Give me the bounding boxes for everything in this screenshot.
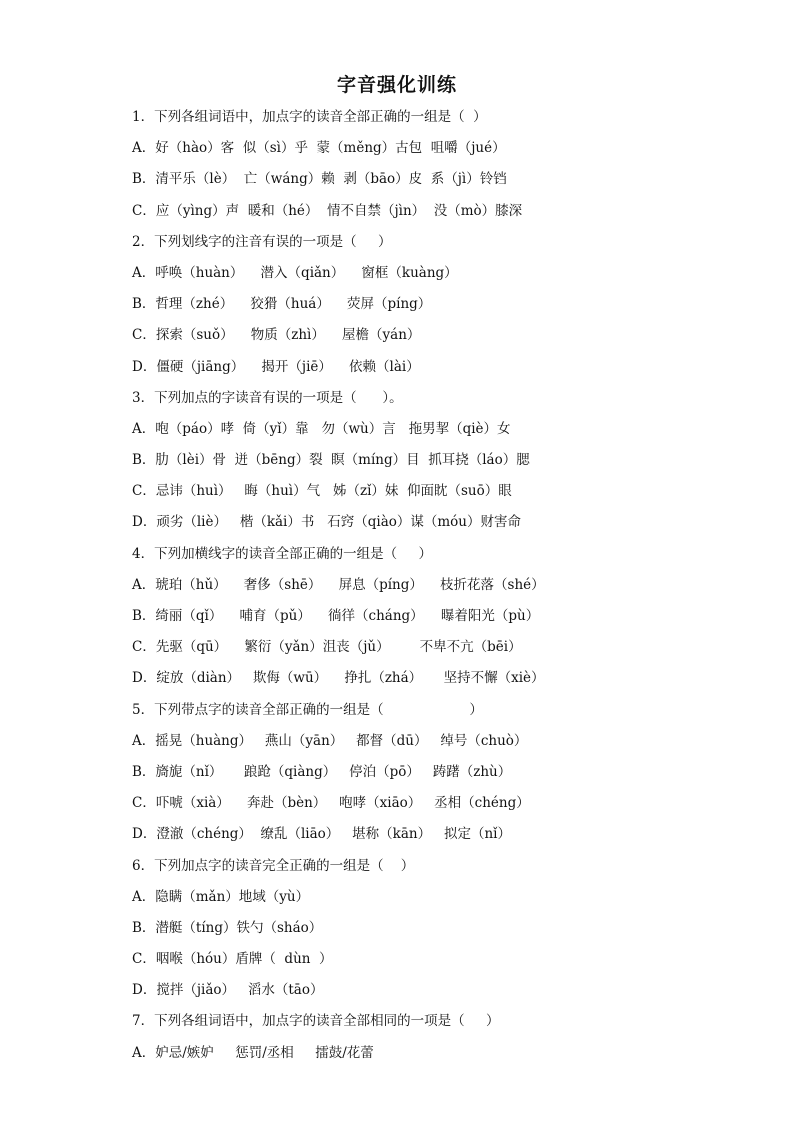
option-line: C．探索（suǒ） 物质（zhì） 屋檐（yán） xyxy=(132,327,421,344)
question-line: 4．下列加横线字的读音全部正确的一组是（ ） xyxy=(132,545,433,562)
option-line: D．绽放（diàn） 欺侮（wū） 挣扎（zhá） 坚持不懈（xiè） xyxy=(132,670,545,687)
question-line: 3．下列加点的字读音有误的一项是（ ）。 xyxy=(132,389,403,406)
question-line: 1．下列各组词语中，加点字的读音全部正确的一组是（ ） xyxy=(132,109,487,125)
option-line: B．清平乐（lè） 亡（wáng）赖 剥（bāo）皮 系（jì）铃铛 xyxy=(132,171,507,188)
option-line: A．咆（páo）哮 倚（yǐ）靠 勿（wù）言 拖男挈（qiè）女 xyxy=(132,420,511,437)
question-line: 5．下列带点字的读音全部正确的一组是（ ） xyxy=(132,701,483,718)
option-line: C．先驱（qū） 繁衍（yǎn）沮丧（jǔ） 不卑不亢（bēi） xyxy=(132,639,522,656)
option-line: A．摇晃（huàng） 燕山（yān） 都督（dū） 绰号（chuò） xyxy=(132,732,528,749)
option-line: C．应（yìng）声 暖和（hé） 情不自禁（jìn） 没（mò）膝深 xyxy=(132,202,523,219)
option-line: D．澄澈（chéng） 缭乱（liāo） 堪称（kān） 拟定（nǐ） xyxy=(132,826,511,843)
option-line: C．忌讳（huì） 晦（huì）气 姊（zǐ）妹 仰面眈（suō）眼 xyxy=(132,483,512,500)
page-title: 字音强化训练 xyxy=(336,74,457,96)
option-line: D．僵硬（jiāng） 揭开（jiē） 依赖（lài） xyxy=(132,358,420,375)
option-line: A．琥珀（hǔ） 奢侈（shē） 屏息（píng） 枝折花落（shé） xyxy=(132,576,545,593)
option-line: B．绮丽（qǐ） 哺育（pǔ） 徜徉（cháng） 曝着阳光（pù） xyxy=(132,608,540,624)
option-line: B．哲理（zhé） 狡猾（huá） 荧屏（píng） xyxy=(132,296,432,313)
question-line: 6．下列加点字的读音完全正确的一组是（ ） xyxy=(132,857,415,874)
question-line: 2．下列划线字的注音有误的一项是（ ） xyxy=(132,233,392,250)
option-line: A．呼唤（huàn） 潜入（qiǎn） 窗框（kuàng） xyxy=(132,264,458,281)
option-line: D．顽劣（liè） 楷（kǎi）书 石窍（qiào）谋（móu）财害命 xyxy=(132,514,522,531)
option-line: A．好（hào）客 似（sì）乎 蒙（měng）古包 咀嚼（jué） xyxy=(132,140,506,157)
option-line: C．吓唬（xià） 奔赴（bèn） 咆哮（xiāo） 丞相（chéng） xyxy=(132,795,530,812)
question-list xyxy=(132,107,754,1074)
option-line: B．旖旎（nǐ） 踉跄（qiàng） 停泊（pō） 踌躇（zhù） xyxy=(132,763,512,780)
option-line: B．潜艇（tíng）铁勺（sháo） xyxy=(132,919,323,936)
option-line: A．隐瞒（mǎn）地域（yù） xyxy=(132,888,310,905)
option-line: A．妒忌/嫉妒 惩罚/丞相 擂鼓/花蕾 xyxy=(132,1044,374,1061)
question-line: 7．下列各组词语中，加点字的读音全部相同的一项是（ ） xyxy=(132,1013,500,1030)
option-line: C．咽喉（hóu）盾牌（ dùn ） xyxy=(132,951,333,968)
option-line: D．搅拌（jiǎo） 滔水（tāo） xyxy=(132,982,324,999)
option-line: B．肋（lèi）骨 迸（bēng）裂 瞑（míng）目 抓耳挠（láo）腮 xyxy=(132,452,530,469)
